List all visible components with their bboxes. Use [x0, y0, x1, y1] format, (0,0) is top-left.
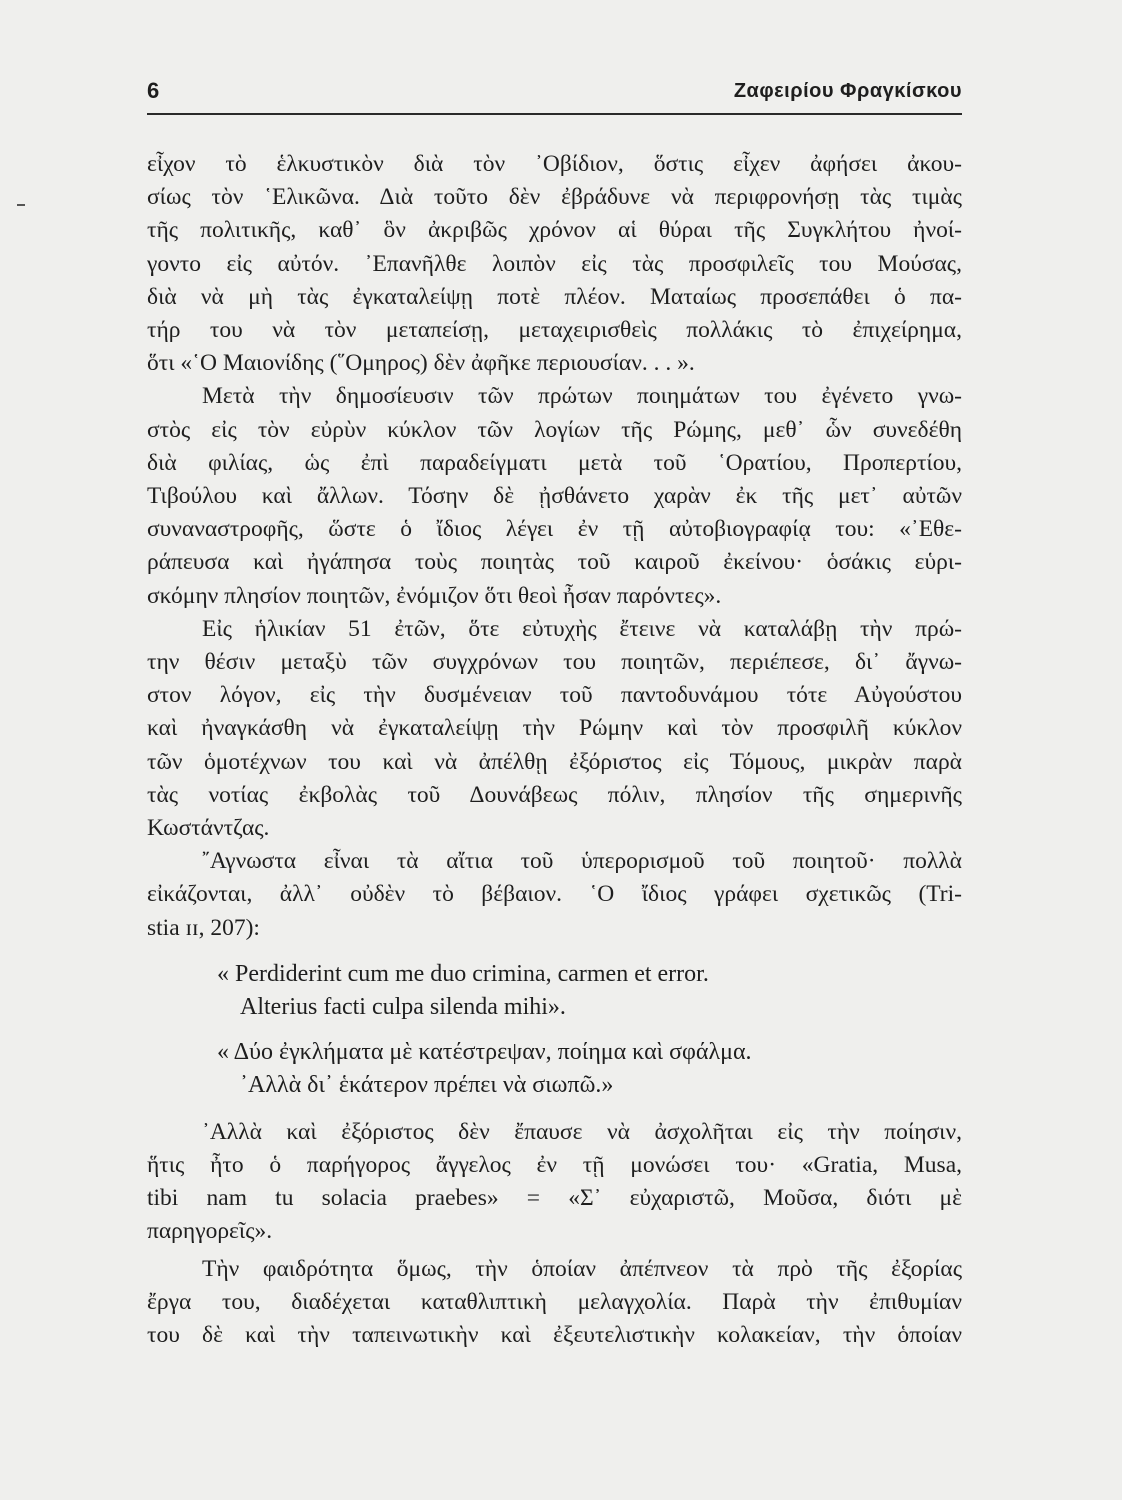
page-number: 6 [147, 78, 160, 103]
text-line: του δὲ καὶ τὴν ταπεινωτικὴν καὶ ἐξευτελιστικὴν κολακείαν, τὴν ὁποίαν [147, 1322, 962, 1349]
running-title: Ζαφειρίου Φραγκίσκου [733, 80, 962, 102]
quote-line: Alterius facti culpa silenda mihi». [240, 993, 566, 1020]
text-line: ᾿Αλλὰ καὶ ἐξόριστος δὲν ἔπαυσε νὰ ἀσχολῆται εἰς τὴν ποίησιν, [202, 1118, 962, 1145]
text-line: ἥτις ἦτο ὁ παρήγορος ἄγγελος ἐν τῇ μονώσει του· «Gratia, Musa, [147, 1152, 962, 1179]
quote-line: ᾿Αλλὰ δι᾿ ἑκάτερον πρέπει νὰ σιωπῶ.» [240, 1071, 614, 1098]
text-line: διὰ φιλίας, ὡς ἐπὶ παραδείγματι μετὰ τοῦ ῾Ορατίου, Προπερτίου, [147, 449, 962, 476]
text-line: Μετὰ τὴν δημοσίευσιν τῶν πρώτων ποιημάτων του ἐγένετο γνω- [202, 383, 962, 410]
text-line: ἔργα του, διαδέχεται καταθλιπτικὴ μελαγχολία. Παρὰ τὴν ἐπιθυμίαν [147, 1288, 962, 1315]
header-rule [147, 113, 962, 115]
text-line: εἰκάζονται, ἀλλ᾿ οὐδὲν τὸ βέβαιον. ῾Ο ἴδιος γράφει σχετικῶς (Tri- [147, 881, 962, 908]
text-line: διὰ νὰ μὴ τὰς ἐγκαταλείψῃ ποτὲ πλέον. Ματαίως προσεπάθει ὁ πα- [147, 283, 962, 310]
text-line: Κωστάντζας. [147, 815, 270, 842]
text-line: στὸς εἰς τὸν εὐρὺν κύκλον τῶν λογίων τῆς Ρώμης, μεθ᾿ ὧν συνεδέθη [147, 416, 962, 443]
text-line: ὅτι «῾Ο Μαιονίδης (῞Ομηρος) δὲν ἀφῆκε περιουσίαν. . . ». [147, 350, 695, 377]
greek-quote [217, 1036, 962, 1102]
text-line: Τιβούλου καὶ ἄλλων. Τόσην δὲ ᾐσθάνετο χαρὰν ἐκ τῆς μετ᾿ αὐτῶν [147, 483, 962, 510]
text-line: tibi nam tu solacia praebes» = «Σ᾿ εὐχαριστῶ, Μοῦσα, διότι μὲ [147, 1185, 962, 1212]
paragraph [147, 380, 962, 612]
text-line: τήρ του νὰ τὸν μεταπείσῃ, μεταχειρισθεὶς πολλάκις τὸ ἐπιχείρημα, [147, 317, 962, 344]
text-line: ράπευσα καὶ ἠγάπησα τοὺς ποιητὰς τοῦ καιροῦ ἐκείνου· ὁσάκις εὑρι- [147, 549, 962, 576]
text-line: εἶχον τὸ ἑλκυστικὸν διὰ τὸν ᾿Οβίδιον, ὅστις εἶχεν ἀφήσει ἀκου- [147, 151, 962, 177]
text-line: στον λόγον, εἰς τὴν δυσμένειαν τοῦ παντοδυνάμου τότε Αὐγούστου [147, 682, 962, 709]
text-line: τῶν ὁμοτέχνων του καὶ νὰ ἀπέλθῃ ἐξόριστος εἰς Τόμους, μικρὰν παρὰ [147, 748, 962, 775]
latin-quote [217, 958, 962, 1024]
margin-mark [17, 204, 25, 206]
text-line: Τὴν φαιδρότητα ὅμως, τὴν ὁποίαν ἀπέπνεον τὰ πρὸ τῆς ἐξορίας [202, 1255, 962, 1282]
text-line: τὰς νοτίας ἐκβολὰς τοῦ Δουνάβεως πόλιν, πλησίον τῆς σημερινῆς [147, 781, 962, 808]
paragraph [147, 148, 962, 380]
text-line: ῎Αγνωστα εἶναι τὰ αἴτια τοῦ ὑπερορισμοῦ τοῦ ποιητοῦ· πολλὰ [202, 848, 962, 875]
body-text [147, 148, 962, 1352]
page-header [147, 78, 962, 112]
text-line: συναναστροφῆς, ὥστε ὁ ἴδιος λέγει ἐν τῇ αὐτοβιογραφίᾳ του: «᾿Εθε- [147, 516, 962, 543]
text-line: γοντο εἰς αὐτόν. ᾿Επανῆλθε λοιπὸν εἰς τὰς προσφιλεῖς του Μούσας, [147, 250, 962, 277]
text-line: σκόμην πλησίον ποιητῶν, ἐνόμιζον ὅτι θεοὶ ἦσαν παρόντες». [147, 582, 722, 609]
paragraph [147, 1116, 962, 1249]
text-line: παρηγορεῖς». [147, 1218, 273, 1245]
text-line: stia ɪɪ, 207): [147, 914, 260, 941]
text-line: τῆς πολιτικῆς, καθ᾿ ὃν ἀκριβῶς χρόνον αἱ θύραι τῆς Συγκλήτου ἠνοί- [147, 217, 962, 244]
text-line: την θέσιν μεταξὺ τῶν συγχρόνων του ποιητῶν, περιέπεσε, δι᾿ ἄγνω- [147, 649, 962, 676]
paragraph [147, 845, 962, 945]
paragraph [147, 1253, 962, 1353]
quote-line: « Perdiderint cum me duo crimina, carmen et error. [217, 960, 709, 987]
text-line: σίως τὸν ῾Ελικῶνα. Διὰ τοῦτο δὲν ἐβράδυνε νὰ περιφρονήσῃ τὰς τιμὰς [147, 184, 962, 211]
text-line: καὶ ἠναγκάσθη νὰ ἐγκαταλείψῃ τὴν Ρώμην καὶ τὸν προσφιλῆ κύκλον [147, 715, 962, 742]
text-line: Εἰς ἡλικίαν 51 ἐτῶν, ὅτε εὐτυχὴς ἔτεινε νὰ καταλάβῃ τὴν πρώ- [202, 615, 962, 642]
quote-line: « Δύο ἐγκλήματα μὲ κατέστρεψαν, ποίημα καὶ σφάλμα. [217, 1038, 752, 1065]
paragraph [147, 613, 962, 845]
